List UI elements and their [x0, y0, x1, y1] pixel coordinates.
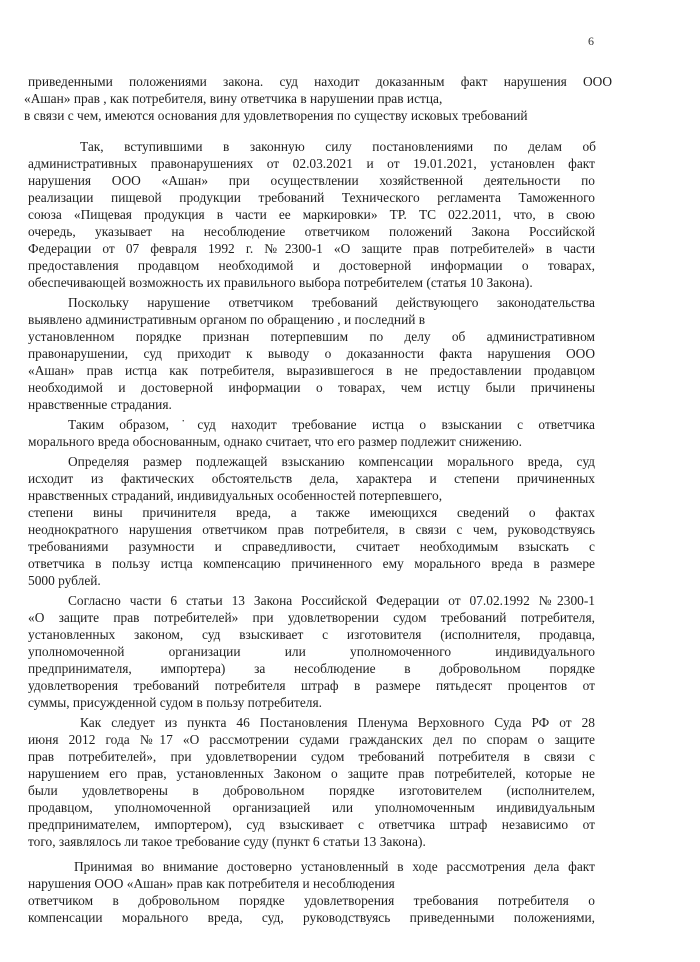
text-line: Так, вступившими в законную силу постановлениями по делам об [80, 139, 596, 154]
text-line: прав потребителей», при удовлетворении судом требований потребителя в связи с [28, 749, 595, 764]
page-number: 6 [588, 34, 594, 48]
text-line: в связи с чем, имеются основания для удовлетворения по существу исковых требований [24, 108, 528, 123]
text-line: реализации пищевой продукции требований Технического регламента Таможенного [28, 190, 595, 205]
text-line: уполномоченной организации или уполномоченного индивидуального [28, 644, 595, 659]
text-line: нарушения ООО «Ашан» прав как потребителя и несоблюдения [28, 876, 395, 891]
text-line: неоднократного нарушения ответчиком прав потребителя, в связи с чем, руководствуясь [28, 522, 595, 537]
text-line: Поскольку нарушение ответчиком требований действующего законодательства [68, 295, 595, 310]
text-line: предоставления продавцом необходимой и достоверной информации о товарах, [28, 258, 595, 273]
text-line: необходимой и достоверной информации о товарах, чем истцу были причинены [28, 380, 595, 395]
text-line: Принимая во внимание достоверно установленный в ходе рассмотрения дела факт [74, 859, 595, 874]
text-line: того, заявлялось ли такое требование суду (пункт 6 статьи 13 Закона). [28, 834, 426, 849]
text-line: требованиями разумности и справедливости, считает необходимым взыскать с [28, 539, 595, 554]
text-line: степени вины причинителя вреда, а также имеющихся сведений о фактах [28, 505, 595, 520]
text-line: исходит из фактических обстоятельств дела, характера и степени причиненных [28, 471, 595, 486]
text-line: предпринимателя, импортера) за несоблюдение в добровольном порядке [28, 661, 595, 676]
text-line: установленном порядке признан потерпевшим по делу об административном [28, 329, 595, 344]
text-line: нравственные страдания. [28, 397, 172, 412]
text-line: морального вреда обоснованным, однако считает, что его размер подлежит снижению. [28, 434, 523, 449]
text-line: Определяя размер подлежащей взысканию компенсации морального вреда, суд [68, 454, 595, 469]
text-line: суммы, присужденной судом в пользу потребителя. [28, 695, 322, 710]
text-line: приведенными положениями закона. суд находит доказанным факт нарушения ООО [28, 74, 612, 89]
text-line: нарушением его прав, установленных Законом о защите прав потребителей, которые не [28, 766, 595, 781]
text-line: были удовлетворены в добровольном порядке изготовителем (исполнителем, [28, 783, 595, 798]
text-line: нарушения ООО «Ашан» при осуществлении хозяйственной деятельности по [28, 173, 595, 188]
text-line: Федерации от 07 февраля 1992 г. №2300-1 «О защите прав потребителей» в части [28, 241, 595, 256]
text-line: удовлетворения требований потребителя штраф в размере пятьдесят процентов от [28, 678, 595, 693]
text-line: административных правонарушениях от 02.03.2021 и от 19.01.2021, установлен факт [28, 156, 595, 171]
text-line: выявлено административным органом по обращению , и последний в [28, 312, 426, 327]
text-line: нравственных страданий, индивидуальных особенностей потерпевшего, [28, 488, 443, 503]
text-line: предпринимателем, импортером), суд взыскивает с ответчика штраф независимо от [28, 817, 595, 832]
text-line: Таким образом,˙суд находит требование истца о взыскании с ответчика [68, 417, 595, 432]
text-line: ответчиком в добровольном порядке удовлетворения требования потребителя о [28, 893, 595, 908]
text-line: Как следует из пункта 46 Постановления Пленума Верховного Суда РФ от 28 [80, 715, 595, 730]
text-line: «Ашан» прав истца как потребителя, выразившегося в не предоставлении продавцом [28, 363, 595, 378]
text-line: очередь, указывает на несоблюдение ответчиком положений Закона Российской [28, 224, 595, 239]
text-line: Согласно части 6 статьи 13 Закона Российской Федерации от 07.02.1992 №2300-1 [68, 593, 595, 608]
text-line: ответчика в пользу истца компенсацию причиненного ему морального вреда в размере [28, 556, 595, 571]
text-line: обеспечивающей возможность их правильного выбора потребителем (статья 10 Закона). [28, 275, 533, 290]
text-line: правонарушении, суд приходит к выводу о доказанности факта нарушения ООО [28, 346, 595, 361]
text-line: компенсации морального вреда, суд, руководствуясь приведенными положениями, [28, 910, 595, 925]
text-line: продавцом, уполномоченной организацией или уполномоченным индивидуальным [28, 800, 595, 815]
text-line: «О защите прав потребителей» при удовлетворении судом требований потребителя, [28, 610, 595, 625]
text-line: 5000 рублей. [28, 573, 101, 588]
text-line: «Ашан» прав , как потребителя, вину ответчика в нарушении прав истца, [24, 91, 443, 106]
text-line: июня 2012 года №17 «О рассмотрении судами гражданских дел по спорам о защите [28, 732, 595, 747]
text-line: установленных законом, суд взыскивает с изготовителя (исполнителя, продавца, [28, 627, 595, 642]
text-line: союза «Пищевая продукция в части ее маркировки» ТР. ТС 022.2011, что, в свою [28, 207, 595, 222]
